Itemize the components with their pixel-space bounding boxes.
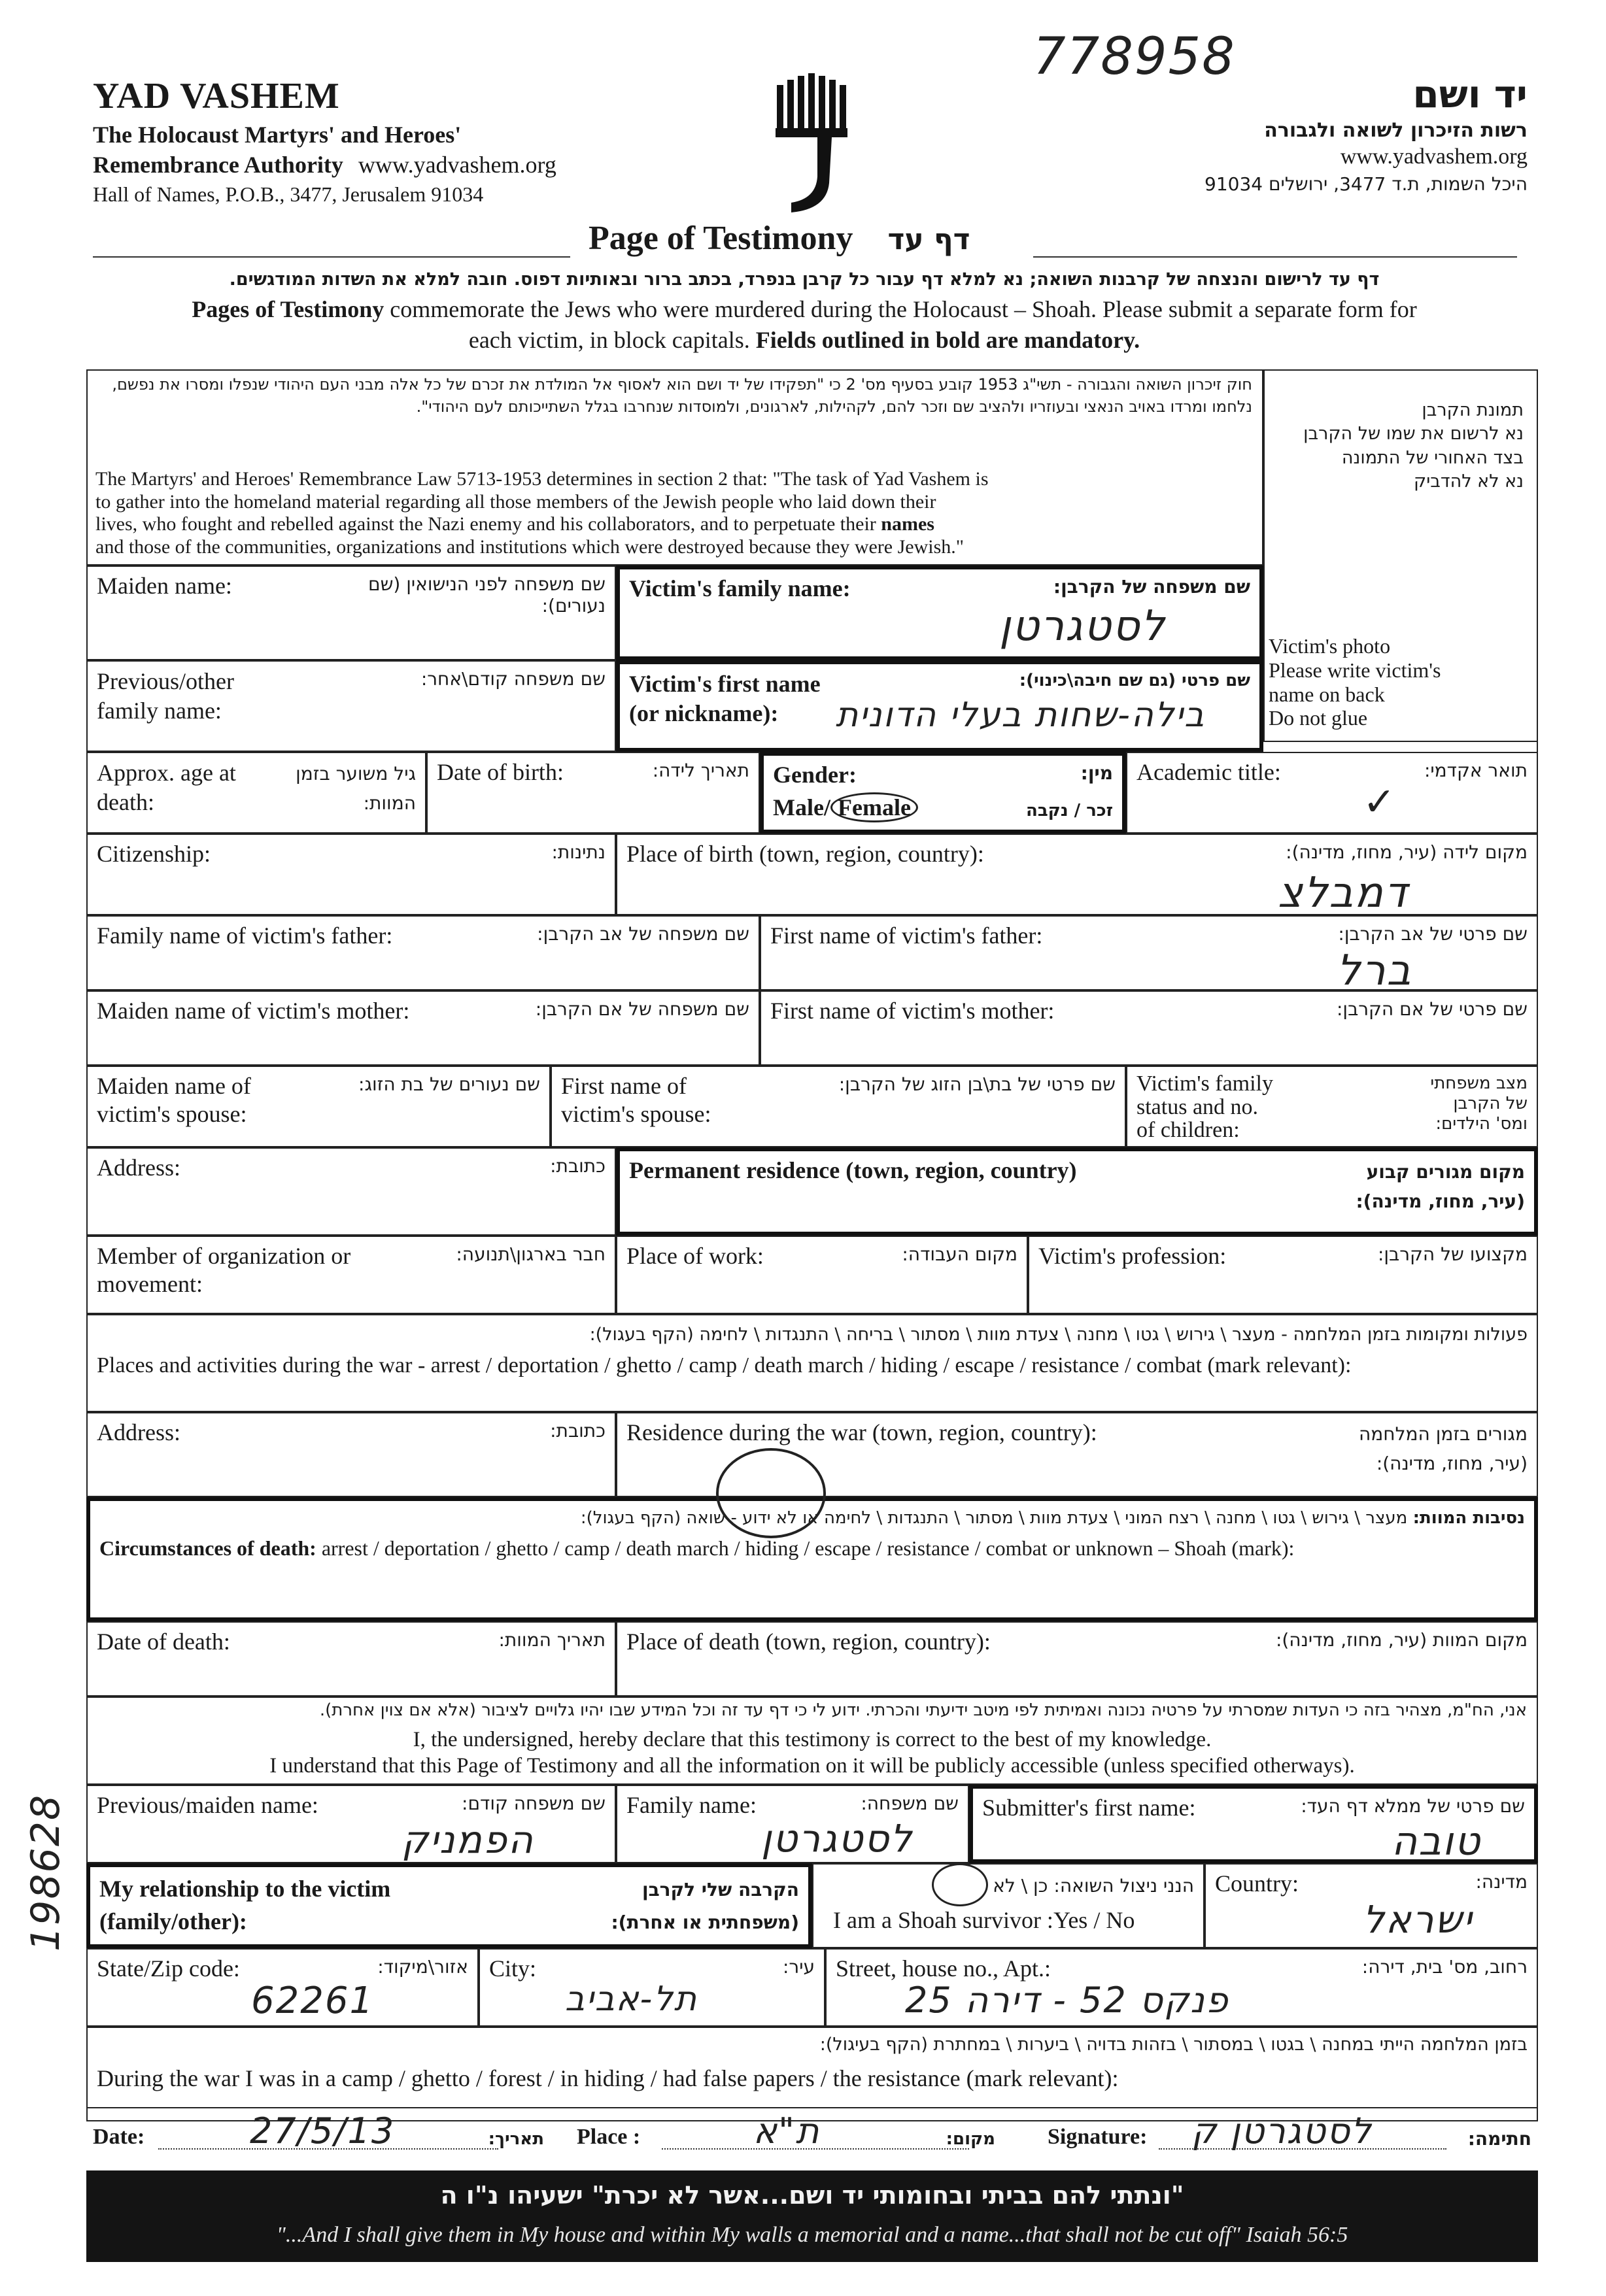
circumstances-of-death-field[interactable]: נסיבות המוות: מעצר \ גירוש \ גטו \ מחנה \ רצח המוני \ צעדת מוות \ מסתור \ התנגדות \ לחימה או לא ידוע - שואה (הקף בעגול): Circumstances of death: arrest / deportation / ghetto / camp / death march / hiding / escape / resistance / combat or unknown – Shoah (mark): <box>86 1497 1538 1621</box>
father-first-name-value: ברל <box>1337 947 1412 995</box>
zip-code-field[interactable]: State/Zip code: אזור\מיקוד: 62261 <box>86 1948 479 2027</box>
war-residence-field[interactable]: Residence during the war (town, region, country): מגורים בזמן המלחמה (עיר, מחוז, מדינה): <box>616 1412 1538 1497</box>
academic-title-value: ✓ <box>1363 779 1397 825</box>
place-of-work-field[interactable]: Place of work: מקום העבודה: <box>616 1236 1028 1314</box>
country-field[interactable]: Country: מדינה: ישראל <box>1204 1863 1538 1948</box>
photo-hebrew: תמונת הקרבן נא לרשום את שמו של הקרבן בצד האחורי של התמונה נא לא להדביק <box>1303 400 1524 492</box>
quote-hebrew: "ונתתי להם בביתי ובחומותי יד ושם...אשר לא יכרת" ישעיהו נ"ו ה <box>440 2181 1184 2210</box>
he-website: www.yadvashem.org <box>1340 144 1528 169</box>
gender-field[interactable]: Gender: מין: Male/ Female זכר / נקבה <box>760 752 1126 834</box>
date-of-death-field[interactable]: Date of death: תאריך המוות: <box>86 1621 616 1697</box>
org-name: YAD VASHEM <box>93 76 340 116</box>
title-rule-right <box>1033 256 1517 258</box>
war-address-field[interactable]: Address: כתובת: <box>86 1412 616 1497</box>
approx-age-field[interactable]: Approx. age at death: גיל משוער בזמן המוות: <box>86 752 426 834</box>
city-value: תל-אביב <box>565 1980 698 2019</box>
header-left <box>93 75 681 207</box>
place-of-birth-value: דמבלצ <box>1278 869 1409 917</box>
date-of-birth-field[interactable]: Date of birth: תאריך לידה: <box>426 752 760 834</box>
place-of-birth-field[interactable]: Place of birth (town, region, country): מקום לידה (עיר, מחוז, מדינה): דמבלצ <box>616 834 1538 915</box>
victim-first-name-value: בילה-שחות בעלי הדונית <box>836 696 1206 735</box>
date-he-label: תאריך: <box>488 2129 544 2149</box>
yad-vashem-logo <box>772 72 850 216</box>
declaration-hebrew: אני, הח"מ, מצהיר בזה כי העדות שמסרתי על פרטיה נכונה ואמיתית לפי מיטב ידיעתי והכרתי. ידוע לי כי דף עד זה וכל המידע שבו יהיו גלויים לציבור (אלא אם צוין אחרת). <box>319 1700 1527 1720</box>
mother-maiden-name-field[interactable]: Maiden name of victim's mother: שם משפחה של אם הקרבן: <box>86 990 760 1066</box>
spouse-maiden-name-field[interactable]: Maiden name of victim's spouse: שם נעורים של בת הזוג: <box>86 1066 551 1147</box>
spouse-first-name-field[interactable]: First name of victim's spouse: שם פרטי של בת\בן הזוג של הקרבן: <box>551 1066 1126 1147</box>
signature-he-label: חתימה: <box>1467 2128 1531 2150</box>
declaration-english: I, the undersigned, hereby declare that this testimony is correct to the best of my knowledge. I understand that this Page of Testimony and all the information on it will be publicly accessible (unless specified otherways). <box>269 1728 1355 1778</box>
submitter-previous-name-field[interactable]: Previous/maiden name: שם משפחה קודם: הפמניק <box>86 1785 616 1863</box>
org-address: Hall of Names, P.O.B., 3477, Jerusalem 91034 <box>93 182 484 206</box>
place-he-label: מקום: <box>946 2129 995 2149</box>
place-value: ת"א <box>753 2110 821 2152</box>
street-field[interactable]: Street, house no., Apt.: רחוב, מס' בית, דירה: פנקס 52 - דירה 25 <box>825 1948 1538 2027</box>
submitter-family-name-value: לסטגרטן <box>761 1816 914 1861</box>
member-organization-field[interactable]: Member of organization or movement: חבר בארגון\תנועה: <box>86 1236 616 1314</box>
street-value: פנקס 52 - דירה 25 <box>905 1980 1229 2021</box>
intro-hebrew: דף עד לרישום והנצחה של קרבנות השואה; נא למלא דף עבור כל קרבן בנפרד, בכתב ברור ובאותיות דפוס. חובה למלא את השדות המודגשים. <box>229 269 1380 290</box>
intro-english: Pages of Testimony commemorate the Jews who were murdered during the Holocaust – Shoah. Please submit a separate form for each victim, in block capitals. Fields outlined in bold are mandatory. <box>192 296 1417 353</box>
gender-option-male[interactable]: Male <box>773 794 824 820</box>
quote-english: "...And I shall give them in My house and within My walls a memorial and a name...that shall not be cut off" Isaiah 56:5 <box>276 2223 1348 2247</box>
father-first-name-field[interactable]: First name of victim's father: שם פרטי של אב הקרבן: ברל <box>760 915 1538 990</box>
he-org-name: יד ושם <box>1412 72 1528 116</box>
country-value: ישראל <box>1363 1897 1473 1942</box>
header-right <box>1004 72 1528 195</box>
page-title: Page of Testimony דף עד <box>589 220 970 257</box>
quote-banner <box>86 2170 1538 2262</box>
victim-first-name-field[interactable]: Victim's first name (or nickname): שם פרטי (גם שם חיבה\כינוי): בילה-שחות בעלי הדונית <box>616 660 1263 752</box>
war-activities-field[interactable]: פעולות ומקומות בזמן המלחמה - מעצר \ גירוש \ גטו \ מחנה \ צעדת מוות \ מסתור \ בריחה \ התנגדות \ לחימה (הקף בעגול): Places and activities during the war - arrest / deportation / ghetto / camp / death march / hiding / escape / resistance / combat (mark relevant): <box>86 1314 1538 1412</box>
submitter-previous-name-value: הפמניק <box>402 1817 534 1862</box>
submitter-family-name-field[interactable]: Family name: שם משפחה: לסטגרטן <box>616 1785 969 1863</box>
father-family-name-field[interactable]: Family name of victim's father: שם משפחה של אב הקרבן: <box>86 915 760 990</box>
profession-field[interactable]: Victim's profession: מקצועו של הקרבן: <box>1028 1236 1538 1314</box>
shoah-circle-mark <box>716 1448 826 1538</box>
permanent-residence-field[interactable]: Permanent residence (town, region, country) מקום מגורים קבוע (עיר, מחוז, מדינה): <box>616 1147 1538 1236</box>
place-of-death-field[interactable]: Place of death (town, region, country): מקום המוות (עיר, מחוז, מדינה): <box>616 1621 1538 1697</box>
gender-he-options: זכר / נקבה <box>1025 801 1113 820</box>
academic-title-field[interactable]: Academic title: תואר אקדמי: ✓ <box>1126 752 1538 834</box>
submitter-first-name-value: טובה <box>1392 1819 1482 1865</box>
date-value: 27/5/13 <box>250 2110 396 2152</box>
signature-value: לסטגרטן ק <box>1191 2110 1373 2152</box>
he-address: היכל השמות, ת.ד 3477, ירושלים 91034 <box>1204 173 1528 195</box>
relationship-field[interactable]: My relationship to the victim (family/other): הקרבה שלי לקרבן (משפחתית או אחרת): <box>86 1863 812 1948</box>
signature-label: Signature: <box>1048 2125 1148 2149</box>
submitter-first-name-field[interactable]: Submitter's first name: שם פרטי של ממלא דף העד: טובה <box>969 1785 1538 1863</box>
handwritten-side-number: 198628 <box>23 1793 69 1951</box>
photo-english: Victim's photo Please write victim's name on back Do not glue <box>1269 634 1441 730</box>
city-field[interactable]: City: עיר: תל-אביב <box>479 1948 825 2027</box>
war-place-field[interactable]: בזמן המלחמה הייתי במחנה \ בגטו \ במסתור \ בזהות בדויה \ ביערות \ במחתרת (הקף בעיגול): During the war I was in a camp / ghetto / forest / in hiding / had false papers / the resistance (mark relevant): <box>86 2027 1538 2108</box>
survivor-no-circle <box>932 1863 988 1906</box>
handwritten-doc-number: 778958 <box>1033 27 1236 86</box>
org-line3: Remembrance Authority <box>93 152 343 178</box>
date-label: Date: <box>93 2125 145 2149</box>
org-website: www.yadvashem.org <box>358 152 556 178</box>
he-org-line2: רשות הזיכרון לשואה ולגבורה <box>1264 119 1528 142</box>
law-english: The Martyrs' and Heroes' Remembrance Law 5713-1953 determines in section 2 that: "The task of Yad Vashem is to gather into the homeland material regarding all those members of the Jewish people who laid down their lives, who fought and rebelled against the Nazi enemy and his collaborators, and to perpetuate their names and those of the communities, organizations and institutions which were destroyed because they were Jewish." <box>95 468 989 558</box>
mother-first-name-field[interactable]: First name of victim's mother: שם פרטי של אם הקרבן: <box>760 990 1538 1066</box>
date-line <box>93 2110 1531 2156</box>
survivor-field[interactable]: הנני ניצול השואה: כן \ לא I am a Shoah survivor :Yes / No <box>812 1863 1204 1948</box>
title-rule-left <box>93 256 570 258</box>
victim-family-name-value: לסטגרטן <box>999 602 1166 650</box>
maiden-name-field[interactable]: Maiden name: שם משפחה לפני הנישואין (שם נעורים): <box>86 566 616 660</box>
victim-family-name-field[interactable]: Victim's family name: שם משפחה של הקרבן: לסטגרטן <box>616 566 1263 660</box>
family-status-field[interactable]: Victim's family status and no. of children: מצב משפחתי של הקרבן ומס' הילדים: <box>1126 1066 1538 1147</box>
place-label: Place : <box>577 2125 641 2149</box>
previous-family-name-field[interactable]: Previous/other family name: שם משפחה קודם\אחר: <box>86 660 616 752</box>
gender-option-female[interactable]: Female <box>830 792 918 822</box>
law-hebrew: חוק זיכרון השואה והגבורה - תשי"ג 1953 קובע בסעיף מס' 2 כי "תפקידו של יד ושם הוא לאסוף אל המולדת את זכרם של כל אלה מבני העם היהודי שנפלו ומסרו את נפשם, נלחמו ומרדו באויב הנאצי ובעוזריו ולהציב שם וזכר להם, לקהילות, לארגונים, ולמוסדות שנחרבו בגלל השתייכותם לעם היהודי". <box>112 375 1252 416</box>
address-field[interactable]: Address: כתובת: <box>86 1147 616 1236</box>
org-line2: The Holocaust Martyrs' and Heroes' <box>93 122 462 148</box>
zip-code-value: 62261 <box>251 1980 375 2022</box>
citizenship-field[interactable]: Citizenship: נתינות: <box>86 834 616 915</box>
